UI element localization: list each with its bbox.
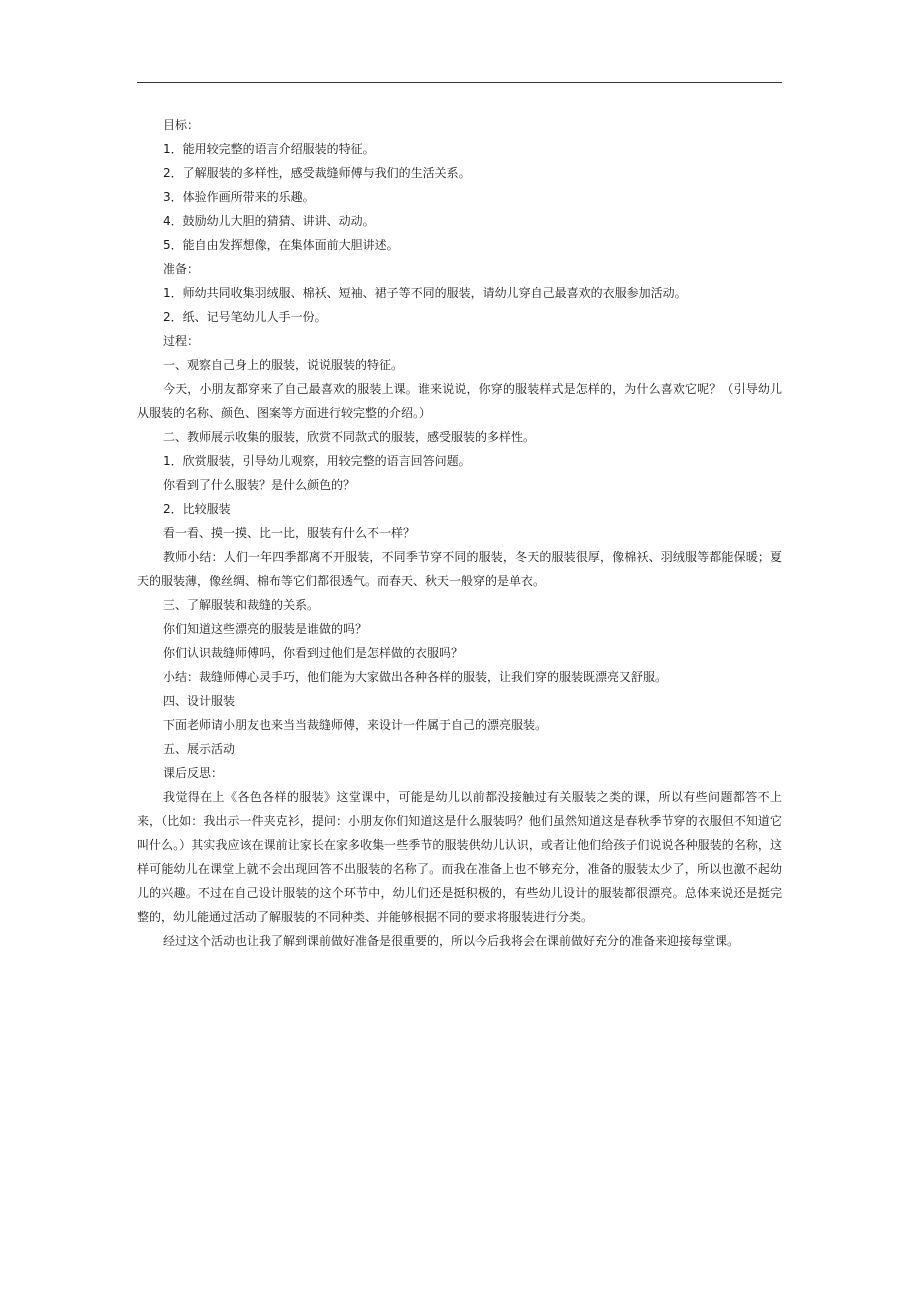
process-step-heading: 一、观察自己身上的服装，说说服装的特征。 [163,358,404,372]
preparation-item: 2．纸、记号笔幼儿人手一份。 [163,310,327,324]
reflection-paragraph: 我觉得在上《各色各样的服装》这堂课中，可能是幼儿以前都没接触过有关服装之类的课，所以有些问题都答不上来，（比如：我出示一件夹克衫，提问：小朋友你们知道这是什么服装吗？他们虽然知道这是春秋季节穿的衣服但不知道它叫什么。）其实我应该在课前让家长在家多收集一些季节的服装供幼儿认识，或者让他们给孩子们说说各种服装的名称，这样可能幼儿在课堂上就不会出现回答不出服装的名称了。而我在准备上也不够充分，准备的服装太少了，所以也激不起幼儿的兴趣。不过在自己设计服装的这个环节中，幼儿们还是挺积极的，有些幼儿设计的服装都很漂亮。总体来说还是挺完整的，幼儿能通过活动了解服装的不同种类、并能够根据不同的要求将服装进行分类。 [137,790,782,924]
process-paragraph: 今天，小朋友都穿来了自己最喜欢的服装上课。谁来说说，你穿的服装样式是怎样的，为什么喜欢它呢？（引导幼儿从服装的名称、颜色、图案等方面进行较完整的介绍。） [137,382,782,420]
process-paragraph: 2．比较服装 [163,502,231,516]
process-paragraph: 教师小结：人们一年四季都离不开服装，不同季节穿不同的服装，冬天的服装很厚，像棉袄、羽绒服等都能保暖；夏天的服装薄，像丝绸、棉布等它们都很透气。而春天、秋天一般穿的是单衣。 [137,550,782,588]
process-paragraph: 你们知道这些漂亮的服装是谁做的吗？ [163,622,368,636]
process-step-heading: 四、设计服装 [163,694,236,708]
goal-item: 4．鼓励幼儿大胆的猜猜、讲讲、动动。 [163,214,375,228]
goal-item: 3．体验作画所带来的乐趣。 [163,190,315,204]
process-step-heading: 三、了解服装和裁缝的关系。 [163,598,320,612]
document-body [137,113,782,953]
process-paragraph: 下面老师请小朋友也来当当裁缝师傅，来设计一件属于自己的漂亮服装。 [163,718,548,732]
goal-item: 5．能自由发挥想像，在集体面前大胆讲述。 [163,238,399,252]
process-paragraph: 你们认识裁缝师傅吗，你看到过他们是怎样做的衣服吗？ [163,646,464,660]
preparation-item: 1．师幼共同收集羽绒服、棉袄、短袖、裙子等不同的服装，请幼儿穿自己最喜欢的衣服参加活动。 [163,286,687,300]
reflection-paragraph: 经过这个活动也让我了解到课前做好准备是很重要的，所以今后我将会在课前做好充分的准备来迎接每堂课。 [163,934,740,948]
heading-process: 过程： [163,334,200,348]
process-step-heading: 五、展示活动 [163,742,236,756]
process-paragraph: 小结：裁缝师傅心灵手巧，他们能为大家做出各种各样的服装，让我们穿的服装既漂亮又舒服。 [163,670,668,684]
header-rule [137,82,782,83]
goal-item: 1．能用较完整的语言介绍服装的特征。 [163,142,375,156]
process-paragraph: 1．欣赏服装，引导幼儿观察，用较完整的语言回答问题。 [163,454,471,468]
heading-reflection: 课后反思： [163,766,224,780]
process-paragraph: 你看到了什么服装？是什么颜色的？ [163,478,356,492]
process-paragraph: 看一看、摸一摸、比一比，服装有什么不一样？ [163,526,416,540]
process-step-heading: 二、教师展示收集的服装，欣赏不同款式的服装，感受服装的多样性。 [163,430,536,444]
goal-item: 2．了解服装的多样性，感受裁缝师傅与我们的生活关系。 [163,166,471,180]
heading-goals: 目标： [163,118,200,132]
heading-preparation: 准备： [163,262,200,276]
